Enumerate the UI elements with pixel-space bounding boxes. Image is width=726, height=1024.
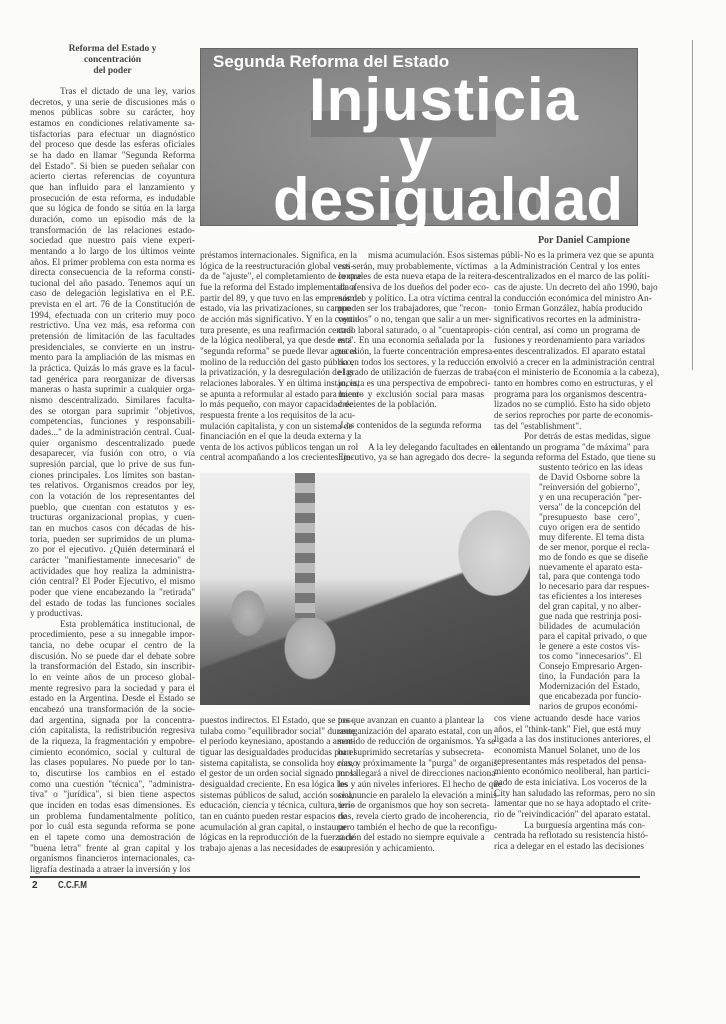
text-line: se ha dado en llamar "Segunda Reforma bbox=[30, 150, 195, 161]
text-line: directa consecuencia de la reforma consti- bbox=[30, 268, 195, 279]
text-line: lo más pequeño, con mayor capacidad de bbox=[200, 400, 354, 411]
text-line: le genere a este costos vis- bbox=[539, 642, 640, 653]
text-line: organismos financieros internacionales, ca- bbox=[30, 854, 195, 865]
text-line: de acción más significativo. Y en la coyun- bbox=[200, 314, 361, 325]
text-line: zo por el ejecutivo. ¿Quién determinará el bbox=[30, 545, 195, 556]
text-line: rica a delegar en el estado las decisiones bbox=[494, 841, 644, 852]
text-line: caso de delegación legislativa en el P.E. bbox=[30, 289, 195, 300]
text-line: duración, como un episodio más de la bbox=[30, 214, 195, 225]
text-line: sustento teórico en las ideas bbox=[539, 463, 643, 473]
text-line: ración del estado no siempre equivale a bbox=[338, 833, 485, 844]
text-line: tonio Erman González, había producido bbox=[494, 304, 643, 315]
text-line: rio de "reivindicación" del aparato estatal. bbox=[494, 809, 651, 820]
text-line: quier organismo descentralizado puede bbox=[30, 438, 195, 449]
text-line: para el capital privado, o que bbox=[539, 632, 647, 643]
text-line: misma acumulación. Esos sistemas públi- bbox=[368, 251, 524, 261]
text-line: préstamos internacionales. Significa, en la bbox=[200, 251, 357, 261]
scan-margin-mark bbox=[692, 40, 693, 370]
text-line: actividades que hoy realiza la administra- bbox=[30, 566, 195, 577]
text-line: crecientes de la población. bbox=[338, 400, 437, 411]
text-line: tanto en hombres como en estructuras, y el bbox=[494, 378, 654, 389]
text-line: cuyo origen era de sentido bbox=[539, 522, 640, 533]
text-line: supresión parcial, que lo prive de sus fun- bbox=[30, 459, 195, 470]
text-line: "reinversión del gobierno", bbox=[539, 482, 640, 493]
text-line: mos llegará a nivel de direcciones naciona- bbox=[338, 769, 499, 780]
text-line: el período keynesiano, apostando a amor- bbox=[200, 737, 355, 748]
headline-line-1: Injusticia bbox=[309, 66, 580, 133]
text-line: to, discutirse los cambios en el estado bbox=[30, 769, 195, 779]
text-line: estado en la Argentina. Desde el Estado se bbox=[30, 694, 195, 705]
text-line: miento económico neoliberal, han partici- bbox=[494, 767, 650, 778]
text-line: puestos indirectos. El Estado, que se pos- bbox=[200, 716, 354, 726]
text-line: ligada a las dos instituciones anteriores, el bbox=[494, 735, 651, 746]
text-line: significativos recortes en la administra- bbox=[494, 314, 641, 325]
text-line: (con el ministerio de Economía a la cabeza), bbox=[494, 368, 660, 379]
text-line: tan en muchos casos con décadas de his- bbox=[30, 523, 195, 534]
text-line: tes relativos. Organismos creados por ley, bbox=[30, 481, 195, 492]
text-line: tulaba como "equilibrador social" durante bbox=[200, 726, 356, 737]
text-line: tos como "innecesarios". El bbox=[539, 652, 642, 663]
text-line: fusiones y reordenamiento para variados bbox=[494, 336, 645, 347]
text-line: del Estado". Si bien se pueden señalar con bbox=[30, 161, 195, 172]
text-line: alentando un programa "de máxima" para bbox=[494, 442, 649, 453]
text-line: No es la primera vez que se apunta bbox=[524, 251, 654, 261]
text-line: y en una recuperación "per- bbox=[539, 492, 642, 503]
text-line: tancia, no debe ocupar el centro de la bbox=[30, 641, 195, 652]
text-line: entes descentralizados. El aparato estatal bbox=[494, 346, 646, 357]
text-line: ria en todos los sectores, y la reducción en bbox=[338, 357, 496, 368]
text-line: encabezó una transformación de la socie- bbox=[30, 705, 195, 716]
text-line: que su lógica de fondo se sitúa en la larga bbox=[30, 204, 195, 215]
text-line: años, el "think-tank" Fiel, que está muy bbox=[494, 724, 642, 735]
text-line: la práctica. Quizás lo más grave es la facul- bbox=[30, 364, 195, 375]
text-line: centrada ha reflotado su resistencia histó- bbox=[494, 831, 649, 842]
text-line: tura presente, es una reafirmación central bbox=[200, 325, 354, 336]
text-line: partir del 89, y que tuvo en las empresas del bbox=[200, 293, 364, 304]
text-line: pueden ser los trabajadores, que "recon- bbox=[338, 304, 487, 315]
text-line: toria, pueden ser suprimidos de un pluma- bbox=[30, 534, 195, 545]
text-line: estado, vía las privatizaciones, su campo bbox=[200, 304, 352, 315]
text-line: de la riqueza, la fragmentación y empobre- bbox=[30, 737, 195, 748]
text-line: transformación de las relaciones estado- bbox=[30, 225, 195, 236]
text-line: de David Osborne sobre la bbox=[539, 472, 640, 483]
text-line: lo en veinte años de un proceso global- bbox=[30, 673, 195, 684]
publication-name: C.C.F.M bbox=[58, 880, 87, 891]
text-line: se anuncie en paralelo la elevación a minis- bbox=[338, 790, 500, 801]
column-2-top bbox=[200, 251, 364, 464]
text-line: volvió a crecer en la administración central bbox=[494, 357, 655, 368]
headline-line-2: y bbox=[399, 116, 433, 183]
text-line: supresión y achicamiento. bbox=[338, 843, 435, 854]
text-line: venta de los activos públicos tengan un rol bbox=[200, 442, 359, 453]
text-line: da ofensiva de los dueños del poder eco- bbox=[338, 282, 490, 293]
text-line: de la lógica neoliberal, ya que desde esta bbox=[200, 336, 352, 347]
text-line: rías, y próximamente la "purga" de organis- bbox=[338, 758, 501, 769]
text-line: con la votación de los representantes del bbox=[30, 491, 195, 502]
text-line: del estado de todas las funciones sociales bbox=[30, 598, 195, 609]
text-line: Consejo Empresario Argen- bbox=[539, 662, 643, 673]
text-line: acumulación al gran capital, o instaurar bbox=[200, 822, 347, 833]
text-line: mente regresivo para la sociedad y para el bbox=[30, 683, 195, 694]
text-line: ligrafía destinada a atraer la inversión y los bbox=[30, 864, 191, 875]
text-line: por lo cuál esta segunda reforma se pone bbox=[30, 822, 195, 833]
text-line: tos que avanzan en cuanto a plantear la bbox=[338, 716, 484, 726]
text-line: terio de organismos que hoy son secreta- bbox=[338, 801, 490, 812]
text-line: desigualdad creciente. En esa lógica los bbox=[200, 779, 348, 790]
text-line: discusión. No se puede dar el debate sobre bbox=[30, 651, 195, 662]
text-line: la privatización, y la desregulación de las bbox=[200, 368, 354, 379]
text-line: tad genérica para reorganizar de diversas bbox=[30, 374, 195, 385]
text-line: la conducción económica del ministro An- bbox=[494, 293, 652, 304]
text-line: que inciden en todas esas dimensiones. Es bbox=[30, 800, 195, 811]
text-line: en el tapete como una demostración de bbox=[30, 832, 195, 843]
text-line: mo". En una economía señalada por la bbox=[338, 336, 484, 347]
text-line: "buena letra" frente al gran capital y los bbox=[30, 843, 195, 854]
text-line: des se otorgan para suprimir "objetivos, bbox=[30, 406, 195, 417]
text-line: tino, la Fundación para la bbox=[539, 672, 640, 683]
text-line: mulación capitalista, y con un sistema de bbox=[200, 421, 353, 432]
text-line: la transformación del Estado, sin inscribir- bbox=[30, 662, 195, 673]
text-line: maneras o hasta suprimir a cualquier orga- bbox=[30, 385, 195, 396]
column-4-bottom bbox=[494, 714, 656, 853]
text-line: nuevamente el aparato esta- bbox=[539, 562, 643, 573]
text-line: vertidos" o no, tengan que salir a un mer- bbox=[338, 314, 492, 325]
text-line: molino de la reducción del gasto público, bbox=[200, 357, 354, 368]
text-line: prevista en el art. 76 de la Constitución de bbox=[30, 300, 195, 311]
text-line: nómico y político. La otra víctima central bbox=[338, 293, 493, 304]
text-line: tructuras organizacional propias, y cuen- bbox=[30, 513, 195, 524]
text-line: tas del "establishment". bbox=[494, 421, 582, 432]
text-line: tiva" o "jurídica", si bien tiene aspectos bbox=[30, 790, 195, 801]
text-line: a la Administración Central y los entes bbox=[494, 261, 640, 272]
column-2-bottom bbox=[200, 716, 358, 855]
text-line: pero también el hecho de que la reconfigu- bbox=[338, 822, 498, 833]
text-line: dad argentina, signada por la concentra- bbox=[30, 715, 195, 726]
sidebar-heading-line: del poder bbox=[93, 66, 132, 76]
text-line: lizados no se cumplió. Esto ha sido objeto bbox=[494, 400, 651, 411]
text-line: relaciones laborales. Y en última instancia, bbox=[200, 378, 360, 389]
text-line: cado laboral saturado, o al "cuentapropis- bbox=[338, 325, 493, 336]
text-line: recesión, la fuerte concentración empresa- bbox=[338, 346, 496, 357]
text-line: City han saludado las reformas, pero no sin bbox=[494, 788, 656, 799]
text-line: da de "ajuste", el completamiento de lo que bbox=[200, 272, 362, 283]
text-line: respuesta frente a los requisitos de la acu- bbox=[200, 410, 356, 421]
text-line: cos serán, muy probablemente, víctimas bbox=[338, 261, 488, 272]
text-line: Modernización del Estado, bbox=[539, 681, 640, 692]
text-line: desaparecer, vía fusión con otro, o vía bbox=[30, 449, 195, 460]
text-line: de serios reproches por parte de economis- bbox=[494, 410, 654, 421]
author-byline: Por Daniel Campione bbox=[537, 235, 630, 246]
text-line: A la ley delegando facultades en el bbox=[368, 442, 498, 453]
column-4-top bbox=[494, 251, 660, 464]
text-line: cos viene actuando desde hace varios bbox=[494, 714, 640, 724]
text-line: sociedad que nuestro país viene experi- bbox=[30, 236, 195, 247]
text-line: tan en cuánto pueden restar espacios de bbox=[200, 811, 347, 822]
text-line: lógica de la reestructuración global vesti- bbox=[200, 261, 354, 272]
text-line: central acompañando a los crecientes im- bbox=[200, 453, 354, 464]
text-line: ción central? El Poder Ejecutivo, el mismo bbox=[30, 577, 195, 588]
text-line: competencias, funciones y responsabili- bbox=[30, 417, 195, 428]
section-label: Segunda Reforma del Estado bbox=[213, 52, 450, 71]
sidebar-heading-line: concentración bbox=[84, 55, 141, 65]
text-line: ción central, así como un programa de bbox=[494, 325, 640, 336]
text-line: el grado de utilización de fuerzas de traba- bbox=[338, 368, 497, 379]
text-line: ción capitalista, la redistribución regresiva bbox=[30, 726, 195, 737]
text-line: bilidades de acumulación bbox=[539, 622, 640, 633]
text-line: fue la reforma del Estado implementada a bbox=[200, 282, 356, 293]
text-line: las clases populares. No puede por lo tan- bbox=[30, 758, 195, 769]
text-line: narios de grupos económi- bbox=[539, 701, 638, 712]
text-line: menos públicas sobre su carácter, hoy bbox=[30, 108, 195, 119]
text-line: dades..." de la administración central. Cual- bbox=[30, 428, 195, 438]
text-line: versa" de la concepción del bbox=[539, 502, 641, 513]
column-3-top bbox=[338, 251, 524, 464]
sidebar-heading-line: Reforma del Estado y bbox=[68, 44, 157, 54]
text-line: nismo descentralizado. Similares faculta- bbox=[30, 396, 195, 407]
text-line: centrales de esta nueva etapa de la reitera- bbox=[338, 272, 495, 283]
text-line: estamos en condiciones relativamente sa- bbox=[30, 118, 195, 129]
text-line: que encabezada por funcio- bbox=[539, 691, 642, 702]
text-line: La burguesía argentina más con- bbox=[524, 820, 645, 831]
text-line: lógicas en la reproducción de la fuerza de bbox=[200, 833, 355, 844]
text-line: 1994, efectuada con un criterio muy poco bbox=[30, 310, 195, 321]
text-line: poder que viene encabezando la "retirada" bbox=[30, 587, 195, 598]
footer-rule bbox=[30, 876, 640, 878]
text-line: Tras el dictado de una ley, varios bbox=[60, 87, 195, 97]
text-line: pretensión de limitación de las facultades bbox=[30, 332, 195, 343]
text-line: se apunta a reformular al estado para hacer- bbox=[200, 389, 363, 400]
headline-line-3: desigualdad bbox=[273, 166, 624, 233]
text-line: reorganización del aparato estatal, con un bbox=[338, 726, 493, 737]
text-line: cas de ajuste. Un decreto del año 1990, bajo bbox=[494, 282, 658, 293]
protest-photo bbox=[200, 473, 530, 705]
text-line: Ejecutivo, ya se han agregado dos decre- bbox=[338, 453, 491, 464]
subheading: Los contenidos de la segunda reforma bbox=[340, 421, 482, 432]
text-line: pueblo, que cuentan con estatutos y es- bbox=[30, 502, 195, 513]
text-line: economista Manuel Solanet, uno de los bbox=[494, 745, 641, 756]
title-banner bbox=[200, 48, 638, 233]
text-line: tiguar las desigualdades producidas por el bbox=[200, 747, 356, 758]
text-line: prosecución de esta reforma, es indudable bbox=[30, 193, 195, 204]
text-line: sistemas públicos de salud, acción social, bbox=[200, 790, 354, 801]
text-line: del gran capital, y no alber- bbox=[539, 602, 642, 613]
column-3-bottom bbox=[338, 716, 502, 855]
text-line: Esta problemática institucional, de bbox=[60, 619, 195, 630]
text-line: tas eficientes a los intereses bbox=[539, 592, 642, 603]
text-line: han suprimido secretarías y subsecreta- bbox=[338, 747, 485, 758]
text-line: educación, ciencia y técnica, cultura, irri- bbox=[200, 801, 354, 812]
text-line: como una cuestión "técnica", "administra- bbox=[30, 779, 195, 790]
text-line: muy diferente. El tema dista bbox=[539, 532, 645, 543]
text-line: les y aún niveles inferiores. El hecho de que bbox=[338, 779, 502, 790]
text-line: jo, esta es una perspectiva de empobreci- bbox=[338, 378, 491, 389]
text-line: trabajo ajenas a las necesidades de esa bbox=[200, 843, 343, 854]
text-line: decretos, y una serie de discusiones más o bbox=[30, 97, 195, 108]
sidebar-heading bbox=[30, 44, 195, 77]
text-line: tisfactorias para efectuar un diagnóstico bbox=[30, 129, 195, 140]
text-line: el gestor de un orden social signado por la bbox=[200, 769, 357, 780]
text-line: programa para los organismos descentra- bbox=[494, 389, 647, 400]
text-line: financiación en el que la deuda externa y la bbox=[200, 432, 362, 443]
text-line: lamentar que no se haya adoptado el crite- bbox=[494, 799, 652, 810]
text-line: restrictivo. Una vez más, esa reforma con bbox=[30, 321, 195, 332]
text-line: tal, para que contenga todo bbox=[539, 572, 640, 583]
text-line: la segunda reforma del Estado, que tiene su bbox=[494, 453, 656, 464]
text-line: mentando a lo largo de los últimos veinte bbox=[30, 246, 195, 257]
text-line: sistema capitalista, se consolida hoy como bbox=[200, 758, 358, 769]
text-line: descentralizados en el marco de las políti- bbox=[494, 272, 650, 283]
column-4-wrap bbox=[539, 463, 650, 713]
text-line: presidenciales, se convierte en un instru- bbox=[30, 342, 195, 353]
text-line: Por detrás de estas medidas, sigue bbox=[524, 432, 651, 443]
text-line: cimiento económico, social y cultural de bbox=[30, 747, 195, 758]
text-line: rías, revela cierto grado de incoherencia, bbox=[338, 811, 489, 822]
text-line: del proceso que desde las esferas oficiales bbox=[30, 140, 195, 151]
text-line: mo de fondo es que se diseñe bbox=[539, 552, 648, 563]
text-line: representantes más respetados del pensa- bbox=[494, 756, 647, 767]
text-line: años. El primer problema con esta norma es bbox=[30, 257, 195, 268]
text-line: "segunda reforma" se puede llevar agua al bbox=[200, 346, 357, 357]
text-line: gue nada que restrinja posi- bbox=[539, 612, 642, 623]
text-line: mento para la ampliación de las mismas en bbox=[30, 353, 195, 364]
text-line: "presupuesto base cero", bbox=[539, 512, 640, 523]
page-number: 2 bbox=[32, 880, 38, 891]
text-line: un problema fundamentalmente político, bbox=[30, 811, 195, 822]
text-line: carácter "manifiestamente innecesario" de bbox=[30, 555, 195, 566]
text-line: pado de esta iniciativa. Los voceros de la bbox=[494, 777, 647, 788]
text-line: que han influido para el lanzamiento y bbox=[30, 182, 195, 193]
text-line: sentido de reducción de organismos. Ya se bbox=[338, 737, 496, 748]
text-line: y productivas. bbox=[30, 609, 83, 620]
text-line: lo necesario para dar respues- bbox=[539, 582, 650, 593]
text-line: procedimiento, pese a su innegable impor- bbox=[30, 630, 195, 641]
text-line: ciones principales. Los límites son bastan- bbox=[30, 470, 195, 481]
text-line: acierto ciertas referencias de coyuntura bbox=[30, 172, 195, 183]
left-column bbox=[30, 87, 195, 876]
text-line: miento y exclusión social para masas bbox=[338, 389, 484, 400]
text-line: tucional del año pasado. Tenemos aquí un bbox=[30, 278, 195, 289]
text-line: de ser menor, porque el recla- bbox=[539, 542, 650, 553]
